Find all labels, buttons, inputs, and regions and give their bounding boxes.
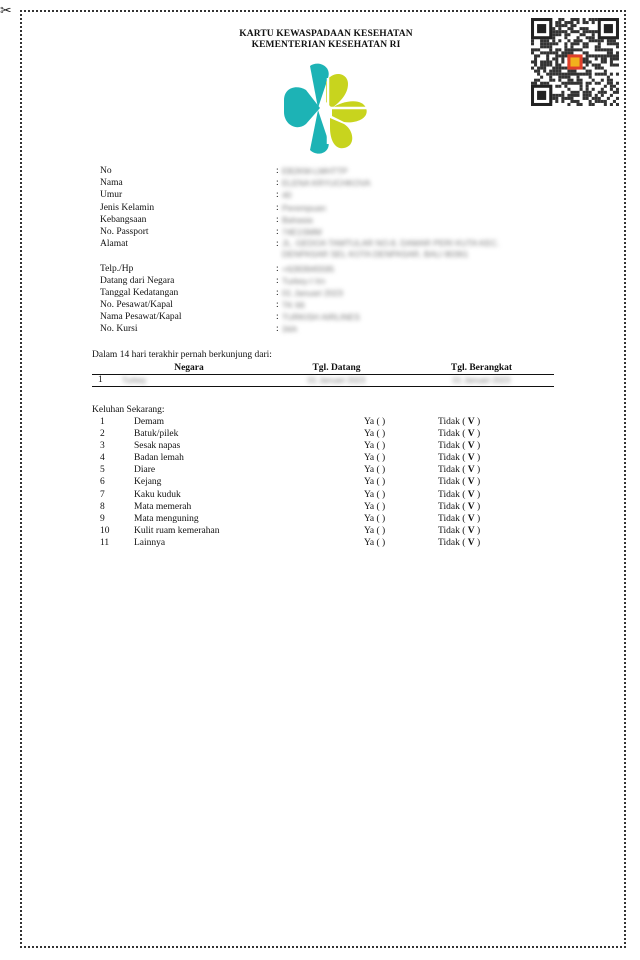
travel-history-table [92, 363, 554, 387]
info-label: No [100, 166, 112, 176]
complaints-heading: Keluhan Sekarang: [92, 405, 165, 415]
complaint-number: 11 [100, 537, 110, 548]
travel-row-country: Turkey [114, 375, 264, 387]
no-option-prefix: Tidak ( [438, 537, 468, 548]
no-option-prefix: Tidak ( [438, 513, 468, 524]
complaint-number: 3 [100, 441, 105, 452]
no-option-suffix: ) [474, 477, 481, 488]
complaint-number: 10 [100, 525, 110, 536]
complaint-number: 4 [100, 453, 105, 464]
travel-col-departure: Tgl. Berangkat [409, 363, 554, 375]
complaint-name: Badan lemah [134, 453, 184, 464]
info-label: Alamat [100, 239, 128, 250]
complaint-number: 1 [100, 417, 105, 427]
info-colon: : [276, 214, 279, 225]
complaint-name: Mata memerah [134, 501, 192, 512]
travel-row-no: 1 [92, 375, 114, 387]
info-colon: : [276, 239, 279, 250]
info-colon: : [276, 202, 279, 213]
info-label: No. Passport [100, 226, 149, 237]
no-option-prefix: Tidak ( [438, 465, 468, 476]
info-label: Jenis Kelamin [100, 202, 155, 213]
info-label: Umur [100, 190, 123, 201]
travel-table-header [92, 363, 554, 375]
info-value: TK 66 [282, 300, 305, 311]
travel-history-heading: Dalam 14 hari terakhir pernah berkunjung dari: [92, 350, 272, 360]
info-value: TURKISH AIRLINES [282, 312, 360, 323]
no-option-checkmark: V [467, 513, 475, 524]
info-label: No. Kursi [100, 324, 138, 335]
info-colon: : [276, 166, 279, 176]
complaint-number: 2 [100, 429, 105, 440]
complaint-no-option [438, 537, 480, 549]
no-option-prefix: Tidak ( [438, 525, 468, 536]
complaint-name: Kaku kuduk [134, 489, 181, 500]
no-option-prefix: Tidak ( [438, 453, 468, 464]
complaint-number: 7 [100, 489, 105, 500]
no-option-suffix: ) [474, 429, 481, 440]
info-value: Perempuan [282, 202, 326, 213]
complaint-no-option [438, 513, 480, 525]
table-row [92, 375, 554, 387]
travel-col-arrival: Tgl. Datang [264, 363, 409, 375]
no-option-suffix: ) [474, 465, 481, 476]
no-option-suffix: ) [474, 417, 481, 427]
no-option-prefix: Tidak ( [438, 441, 468, 452]
info-label: Tanggal Kedatangan [100, 287, 179, 298]
info-label: Telp./Hp [100, 263, 134, 274]
complaint-yes-option: Ya ( ) [364, 465, 386, 476]
complaint-no-option [438, 464, 480, 476]
no-option-prefix: Tidak ( [438, 417, 468, 427]
title-line-2: KEMENTERIAN KESEHATAN RI [251, 40, 401, 50]
info-label: Nama Pesawat/Kapal [100, 312, 182, 323]
title-line-1: KARTU KEWASPADAAN KESEHATAN [239, 29, 413, 39]
info-value: 01 Januari 2023 [282, 287, 343, 298]
travel-col-no [92, 363, 114, 375]
qr-code-icon [531, 18, 619, 106]
info-value: 74E1SMM [282, 226, 322, 237]
complaint-no-option [438, 476, 480, 488]
complaint-yes-option: Ya ( ) [364, 477, 386, 488]
no-option-checkmark: V [467, 525, 475, 536]
no-option-checkmark: V [467, 465, 475, 476]
scissors-icon: ✂ [0, 3, 12, 19]
info-value: ELENA KRYUCHKOVA [282, 178, 371, 189]
info-colon: : [276, 312, 279, 323]
info-value: Bahasia [282, 214, 313, 225]
no-option-checkmark: V [467, 453, 475, 464]
travel-row-arrival: 01 Januari 2023 [264, 375, 409, 387]
info-label: No. Pesawat/Kapal [100, 300, 173, 311]
no-option-checkmark: V [467, 441, 475, 452]
no-option-prefix: Tidak ( [438, 429, 468, 440]
info-colon: : [276, 263, 279, 274]
complaint-no-option [438, 416, 480, 428]
kemenkes-logo-icon [282, 62, 370, 156]
complaint-no-option [438, 452, 480, 464]
info-value: Turkey-I Irn [282, 275, 326, 286]
info-label: Kebangsaan [100, 214, 147, 225]
info-label: Datang dari Negara [100, 275, 175, 286]
info-colon: : [276, 287, 279, 298]
travel-col-country: Negara [114, 363, 264, 375]
info-value: +6283945595 [282, 263, 335, 274]
no-option-prefix: Tidak ( [438, 477, 468, 488]
travel-row-departure: 01 Januari 2023 [409, 375, 554, 387]
complaint-yes-option: Ya ( ) [364, 417, 386, 427]
complaint-name: Demam [134, 417, 165, 427]
complaint-yes-option: Ya ( ) [364, 501, 386, 512]
complaint-no-option [438, 489, 480, 501]
no-option-suffix: ) [474, 489, 481, 500]
no-option-suffix: ) [474, 453, 481, 464]
complaint-name: Mata menguning [134, 513, 199, 524]
complaint-yes-option: Ya ( ) [364, 489, 386, 500]
complaint-number: 9 [100, 513, 105, 524]
no-option-checkmark: V [467, 501, 475, 512]
complaint-no-option [438, 501, 480, 513]
complaint-yes-option: Ya ( ) [364, 441, 386, 452]
complaint-yes-option: Ya ( ) [364, 429, 386, 440]
info-colon: : [276, 275, 279, 286]
complaint-name: Kejang [134, 477, 162, 488]
info-colon: : [276, 324, 279, 335]
no-option-checkmark: V [467, 429, 475, 440]
info-value: 40 [282, 190, 292, 201]
no-option-suffix: ) [474, 501, 481, 512]
no-option-prefix: Tidak ( [438, 489, 468, 500]
info-colon: : [276, 226, 279, 237]
no-option-checkmark: V [467, 417, 475, 427]
complaint-name: Sesak napas [134, 441, 181, 452]
complaint-number: 5 [100, 465, 105, 476]
complaint-yes-option: Ya ( ) [364, 453, 386, 464]
info-value: JL. GEDOA TAMTULAR NO.8, DAMAR PERI KUTA KEC. DENPASAR SEL KOTA DENPASAR, BALI 80361 [282, 238, 500, 260]
info-value: EB2KM-LMHTTP [282, 166, 348, 176]
complaint-name: Kulit ruam kemerahan [134, 525, 220, 536]
complaint-name: Batuk/pilek [134, 429, 179, 440]
no-option-checkmark: V [467, 477, 475, 488]
info-label: Nama [100, 178, 123, 189]
complaint-no-option [438, 428, 480, 440]
info-value: 34A [282, 324, 298, 335]
info-colon: : [276, 190, 279, 201]
no-option-suffix: ) [474, 441, 481, 452]
complaint-yes-option: Ya ( ) [364, 513, 386, 524]
complaint-number: 6 [100, 477, 105, 488]
no-option-checkmark: V [467, 489, 475, 500]
no-option-checkmark: V [467, 537, 475, 548]
complaint-no-option [438, 440, 480, 452]
no-option-suffix: ) [474, 537, 481, 548]
no-option-prefix: Tidak ( [438, 501, 468, 512]
complaint-no-option [438, 525, 480, 537]
info-colon: : [276, 300, 279, 311]
complaint-name: Diare [134, 465, 156, 476]
info-colon: : [276, 178, 279, 189]
complaint-yes-option: Ya ( ) [364, 537, 386, 548]
complaint-yes-option: Ya ( ) [364, 525, 386, 536]
complaint-number: 8 [100, 501, 105, 512]
no-option-suffix: ) [474, 525, 481, 536]
no-option-suffix: ) [474, 513, 481, 524]
complaint-name: Lainnya [134, 537, 166, 548]
